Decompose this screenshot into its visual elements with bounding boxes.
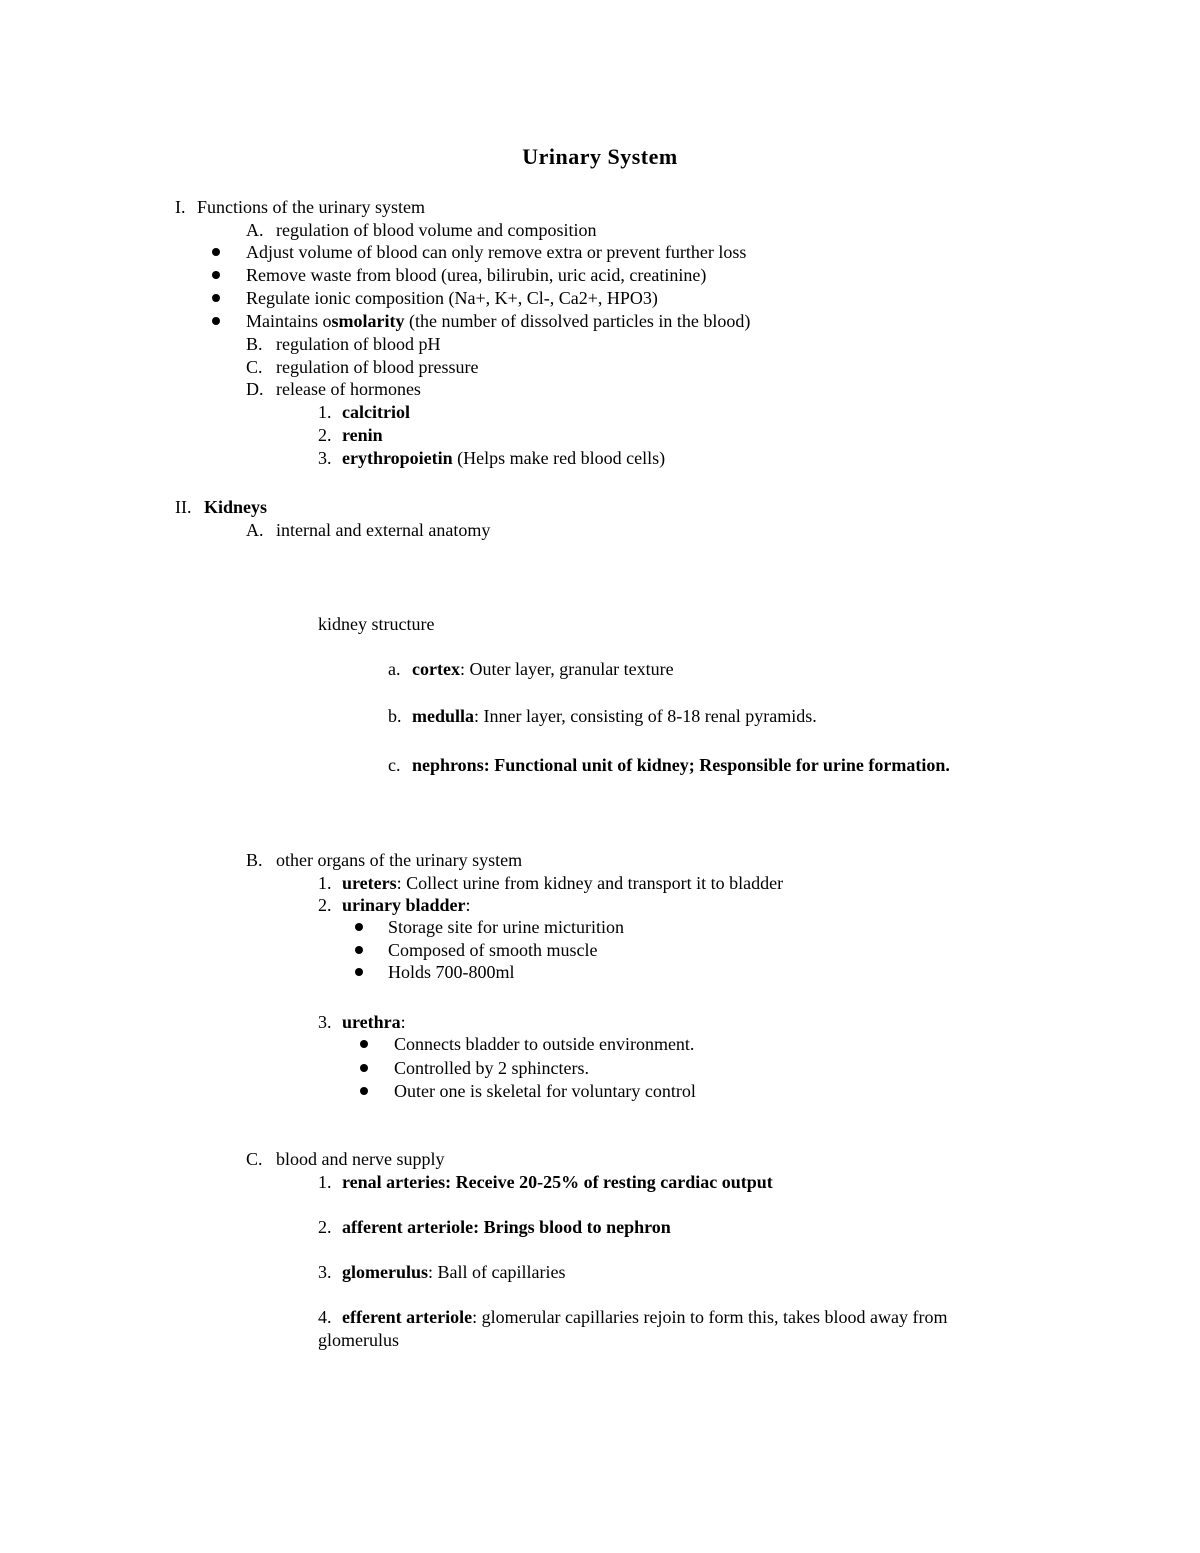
s2-c-4-marker: 4. bbox=[318, 1307, 332, 1327]
s2-b-2-bold: urinary bladder bbox=[342, 895, 466, 915]
s2-c-3-rest: : Ball of capillaries bbox=[428, 1262, 566, 1282]
bullet-4-pre: Maintains o bbox=[246, 311, 332, 331]
s1-d-item-1 bbox=[342, 401, 410, 423]
section-1-heading: Functions of the urinary system bbox=[197, 197, 425, 217]
s2-c-4-rest: : glomerular capillaries rejoin to form this, takes blood away from bbox=[472, 1307, 948, 1327]
s2-c-2-bold: afferent arteriole: Brings blood to nephron bbox=[342, 1217, 671, 1237]
s2-a-text: internal and external anatomy bbox=[276, 520, 491, 540]
s1-c-text: regulation of blood pressure bbox=[276, 357, 479, 377]
s1-d-1-marker: 1. bbox=[318, 402, 332, 422]
s2-a-b-marker: b. bbox=[388, 706, 402, 726]
s2-b-item-3 bbox=[342, 1011, 406, 1033]
s2-c-marker: C. bbox=[246, 1149, 263, 1169]
s1-d-item-3 bbox=[342, 447, 665, 469]
s2-c-item-4-continuation: glomerulus bbox=[318, 1330, 399, 1350]
section-1-marker: I. bbox=[175, 197, 186, 217]
bullet-icon bbox=[360, 1087, 368, 1095]
bullet-icon bbox=[212, 248, 220, 256]
s2-c-3-marker: 3. bbox=[318, 1262, 332, 1282]
s2-c-item-1 bbox=[342, 1171, 773, 1193]
page-title: Urinary System bbox=[522, 144, 678, 169]
bullet-icon bbox=[212, 294, 220, 302]
s1-d-marker: D. bbox=[246, 379, 264, 399]
bladder-bullet-1: Storage site for urine micturition bbox=[388, 917, 624, 937]
s2-b-item-1 bbox=[342, 872, 783, 894]
urethra-bullet-1: Connects bladder to outside environment. bbox=[394, 1034, 695, 1054]
s2-b-2-rest: : bbox=[465, 895, 471, 915]
s1-a-bullet-3: Regulate ionic composition (Na+, K+, Cl-, Ca2+, HPO3) bbox=[246, 288, 658, 308]
s2-c-3-bold: glomerulus bbox=[342, 1262, 429, 1282]
urethra-bullet-2: Controlled by 2 sphincters. bbox=[394, 1058, 589, 1078]
s2-c-4-bold: efferent arteriole bbox=[342, 1307, 473, 1327]
s2-c-2-marker: 2. bbox=[318, 1217, 332, 1237]
s2-b-3-rest: : bbox=[400, 1012, 406, 1032]
bladder-bullet-2: Composed of smooth muscle bbox=[388, 940, 598, 960]
section-2-heading: Kidneys bbox=[204, 497, 268, 517]
bullet-4-post: (the number of dissolved particles in the blood) bbox=[404, 311, 751, 331]
bullet-icon bbox=[355, 946, 363, 954]
s2-a-item-b bbox=[412, 705, 817, 727]
s2-a-a-marker: a. bbox=[388, 659, 401, 679]
s2-b-3-marker: 3. bbox=[318, 1012, 332, 1032]
s2-a-c-bold: nephrons: Functional unit of kidney; Responsible for urine formation. bbox=[412, 755, 950, 775]
s1-a-bullet-1: Adjust volume of blood can only remove extra or prevent further loss bbox=[246, 242, 747, 262]
s2-a-item-a bbox=[412, 658, 674, 680]
bullet-icon bbox=[360, 1040, 368, 1048]
s1-b-text: regulation of blood pH bbox=[276, 334, 441, 354]
s1-d-3-bold: erythropoietin bbox=[342, 448, 453, 468]
section-2-marker: II. bbox=[175, 497, 192, 517]
s2-b-1-bold: ureters bbox=[342, 873, 397, 893]
s2-a-b-bold: medulla bbox=[412, 706, 475, 726]
bullet-icon bbox=[212, 317, 220, 325]
s1-d-2-bold: renin bbox=[342, 425, 383, 445]
bullet-4-bold: smolarity bbox=[331, 311, 405, 331]
bullet-icon bbox=[212, 271, 220, 279]
s2-a-b-rest: : Inner layer, consisting of 8-18 renal pyramids. bbox=[474, 706, 817, 726]
bullet-icon bbox=[360, 1064, 368, 1072]
s2-b-1-marker: 1. bbox=[318, 873, 332, 893]
s2-b-text: other organs of the urinary system bbox=[276, 850, 523, 870]
s1-d-3-rest: (Helps make red blood cells) bbox=[452, 448, 666, 468]
s1-d-item-2 bbox=[342, 424, 383, 446]
s1-d-1-bold: calcitriol bbox=[342, 402, 410, 422]
s1-a-text: regulation of blood volume and composition bbox=[276, 220, 597, 240]
s1-d-2-marker: 2. bbox=[318, 425, 332, 445]
s2-c-text: blood and nerve supply bbox=[276, 1149, 445, 1169]
s1-b-marker: B. bbox=[246, 334, 263, 354]
s2-c-1-marker: 1. bbox=[318, 1172, 332, 1192]
s2-a-marker: A. bbox=[246, 520, 264, 540]
bullet-icon bbox=[355, 968, 363, 976]
s2-b-3-bold: urethra bbox=[342, 1012, 401, 1032]
s2-a-c-marker: c. bbox=[388, 755, 401, 775]
bladder-bullet-3: Holds 700-800ml bbox=[388, 962, 515, 982]
s2-a-item-c bbox=[412, 754, 950, 776]
s2-c-item-3 bbox=[342, 1261, 565, 1283]
s2-c-item-4 bbox=[342, 1306, 947, 1328]
s1-a-marker: A. bbox=[246, 220, 264, 240]
s2-b-2-marker: 2. bbox=[318, 895, 332, 915]
s2-c-1-bold: renal arteries: Receive 20-25% of resting cardiac output bbox=[342, 1172, 773, 1192]
kidney-structure-caption: kidney structure bbox=[318, 614, 435, 634]
urethra-bullet-3: Outer one is skeletal for voluntary control bbox=[394, 1081, 696, 1101]
s1-a-bullet-2: Remove waste from blood (urea, bilirubin, uric acid, creatinine) bbox=[246, 265, 707, 285]
bullet-icon bbox=[355, 923, 363, 931]
s2-b-marker: B. bbox=[246, 850, 263, 870]
s2-b-item-2 bbox=[342, 894, 471, 916]
s1-c-marker: C. bbox=[246, 357, 263, 377]
s2-a-a-bold: cortex bbox=[412, 659, 460, 679]
s2-a-a-rest: : Outer layer, granular texture bbox=[459, 659, 674, 679]
s2-c-item-2 bbox=[342, 1216, 671, 1238]
s2-b-1-rest: : Collect urine from kidney and transport it to bladder bbox=[396, 873, 784, 893]
s1-a-bullet-4 bbox=[246, 310, 750, 332]
s1-d-3-marker: 3. bbox=[318, 448, 332, 468]
s1-d-text: release of hormones bbox=[276, 379, 421, 399]
